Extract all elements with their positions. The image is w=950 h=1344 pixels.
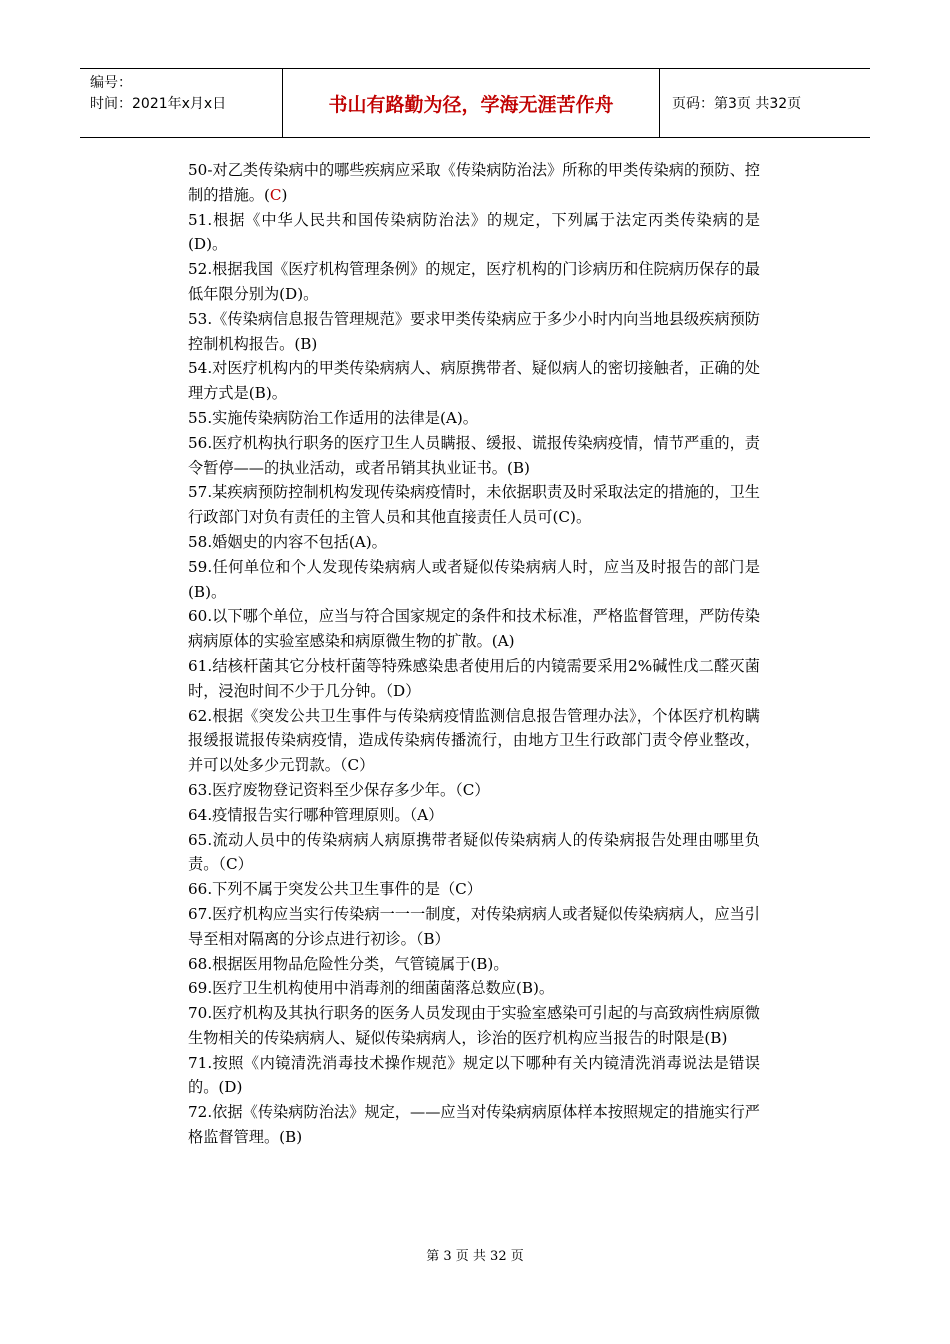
question-item — [188, 356, 760, 406]
question-item — [188, 952, 760, 977]
question-text: 54.对医疗机构内的甲类传染病病人、病原携带者、疑似病人的密切接触者，正确的处理方式是(B)。 — [188, 359, 760, 403]
question-text: 52.根据我国《医疗机构管理条例》的规定，医疗机构的门诊病历和住院病历保存的最低年限分别为(D)。 — [188, 260, 760, 303]
header-number-label: 编号： — [90, 75, 132, 91]
question-item — [188, 406, 760, 431]
question-answer: C — [269, 185, 282, 204]
question-text: 66.下列不属于突发公共卫生事件的是（C） — [188, 880, 482, 899]
question-item — [188, 1100, 760, 1150]
header-motto: 书山有路勤为径，学海无涯苦作舟 — [283, 69, 660, 137]
question-text: 55.实施传染病防治工作适用的法律是(A)。 — [188, 408, 478, 427]
question-item — [188, 704, 760, 778]
question-text: 58.婚姻史的内容不包括(A)。 — [188, 532, 387, 551]
question-text: 60.以下哪个单位，应当与符合国家规定的条件和技术标准，严格监督管理，严防传染病病原体的实验室感染和病原微生物的扩散。(A) — [188, 607, 760, 651]
question-text: 62.根据《突发公共卫生事件与传染病疫情监测信息报告管理办法》，个体医疗机构瞒报缓报谎报传染病疫情，造成传染病传播流行，由地方卫生行政部门责令停业整改，并可以处多少元罚款。（C） — [188, 706, 760, 775]
question-text: 59.任何单位和个人发现传染病病人或者疑似传染病病人时，应当及时报告的部门是(B)。 — [188, 557, 760, 601]
header-page-label: 页码：第3页 共32页 — [672, 96, 802, 112]
question-suffix: ) — [281, 185, 288, 204]
question-text: 68.根据医用物品危险性分类，气管镜属于(B)。 — [188, 954, 509, 973]
question-item — [188, 976, 760, 1001]
question-text: 65.流动人员中的传染病病人病原携带者疑似传染病病人的传染病报告处理由哪里负责。（C） — [188, 830, 760, 874]
header-meta — [80, 69, 283, 137]
question-text: 53.《传染病信息报告管理规范》要求甲类传染病应于多少小时内向当地县级疾病预防控制机构报告。(B) — [188, 309, 760, 353]
question-item — [188, 257, 760, 307]
question-text: 69.医疗卫生机构使用中消毒剂的细菌菌落总数应(B)。 — [188, 979, 555, 998]
question-item — [188, 480, 760, 530]
question-text: 51.根据《中华人民共和国传染病防治法》的规定，下列属于法定丙类传染病的是(D)。 — [188, 210, 760, 254]
page-footer: 第 3 页 共 32 页 — [426, 1249, 524, 1264]
question-item — [188, 1051, 760, 1101]
question-item — [188, 902, 760, 952]
question-text: 72.依据《传染病防治法》规定，——应当对传染病病原体样本按照规定的措施实行严格监督管理。(B) — [188, 1103, 760, 1147]
question-item — [188, 158, 760, 208]
question-item — [188, 307, 760, 357]
question-text: 70.医疗机构及其执行职务的医务人员发现由于实验室感染可引起的与高致病性病原微生物相关的传染病病人、疑似传染病病人，诊治的医疗机构应当报告的时限是(B) — [188, 1004, 760, 1047]
question-text: 56.医疗机构执行职务的医疗卫生人员瞒报、缓报、谎报传染病疫情，情节严重的，责令暂停——的执业活动，或者吊销其执业证书。(B) — [188, 433, 760, 477]
question-text: 57.某疾病预防控制机构发现传染病疫情时，未依据职责及时采取法定的措施的，卫生行政部门对负有责任的主管人员和其他直接责任人员可(C)。 — [188, 483, 760, 527]
question-text: 64.疫情报告实行哪种管理原则。（A） — [188, 805, 444, 824]
question-item — [188, 431, 760, 481]
question-text: 61.结核杆菌其它分枝杆菌等特殊感染患者使用后的内镜需要采用2%碱性戊二醛灭菌时，浸泡时间不少于几分钟。（D） — [188, 656, 760, 700]
question-item — [188, 803, 760, 828]
question-item — [188, 555, 760, 605]
question-list — [188, 158, 760, 1150]
question-item — [188, 828, 760, 878]
question-text: 67.医疗机构应当实行传染病一一一制度，对传染病病人或者疑似传染病病人，应当引导至相对隔离的分诊点进行初诊。（B） — [188, 904, 760, 948]
question-item — [188, 530, 760, 555]
question-item — [188, 208, 760, 258]
question-item — [188, 654, 760, 704]
question-text: 71.按照《内镜清洗消毒技术操作规范》规定以下哪种有关内镜清洗消毒说法是错误的。(D) — [188, 1053, 760, 1097]
question-item — [188, 1001, 760, 1051]
question-item — [188, 604, 760, 654]
question-item — [188, 778, 760, 803]
question-item — [188, 877, 760, 902]
question-text: 63.医疗废物登记资料至少保存多少年。（C） — [188, 780, 490, 799]
page-header — [80, 68, 870, 138]
header-time-label: 时间：2021年x月x日 — [90, 96, 227, 112]
question-text: 50-对乙类传染病中的哪些疾病应采取《传染病防治法》所称的甲类传染病的预防、控制的措施。( — [188, 161, 760, 204]
